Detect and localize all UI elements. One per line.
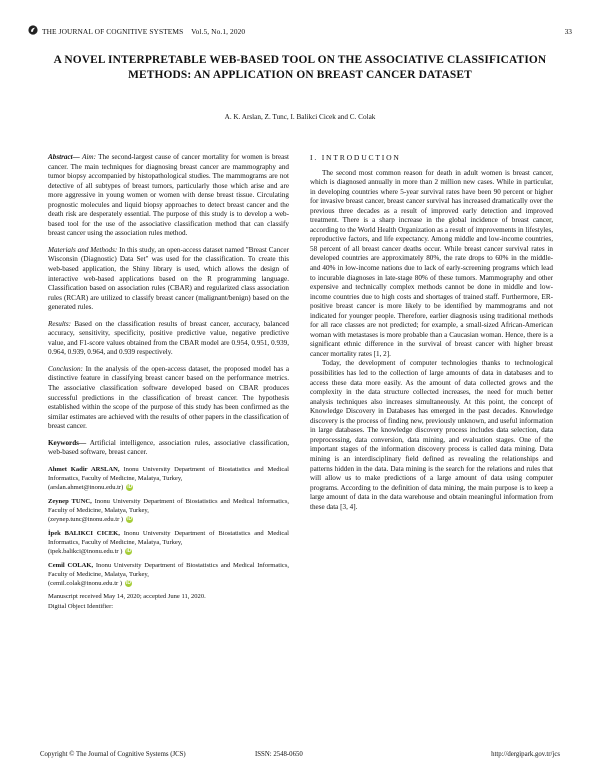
abstract-aim: Abstract— Aim: The second-largest cause of cancer mortality for women is breast cancer. The main techniques for diagnosing breast cancer are mammography and tumor biopsy accompanied by histopathological studies. The mammograms are not detective of all subtypes of breast tumors, particularly those which arise and are more aggressive in young women or women with dense breast tissue. Circulating prognostic molecules and liquid biopsy approaches to detect breast cancer and the death risk are desperately essential. The purpose of this study is to develop a web-based tool for the use of the associative classification method that can classify breast cancer using the association rules method. xyxy=(48,153,290,238)
affiliation-1: Ahmet Kadir ARSLAN, Inonu University Department of Biostatistics and Medical Informatics, Faculty of Medicine, Malatya, Turkey, (arslan.ahmet@inonu.edu.tr) iD xyxy=(48,465,289,492)
manuscript-received: Manuscript received May 14, 2020; accepted June 11, 2020. xyxy=(48,593,206,601)
affiliation-2: Zeynep TUNC, Inonu University Department of Biostatistics and Medical Informatics, Faculty of Medicine, Malatya, Turkey, (zeynep.tunc@inonu.edu.tr ) iD xyxy=(48,497,289,524)
affiliation-3: İpek BALIKCI CICEK, Inonu University Department of Biostatistics and Medical Informatics, Faculty of Medicine, Malatya, Turkey, (ipek.balikci@inonu.edu.tr ) iD xyxy=(48,529,289,556)
journal-name: THE JOURNAL OF COGNITIVE SYSTEMS Vol.5, No.1, 2020 xyxy=(42,27,246,36)
orcid-icon[interactable]: iD xyxy=(127,484,133,491)
page-header xyxy=(28,26,572,40)
right-column xyxy=(310,153,553,512)
footer-issn: ISSN: 2548-0650 xyxy=(255,751,303,758)
footer-url[interactable]: http://dergipark.gov.tr/jcs xyxy=(491,751,560,758)
journal-logo-icon xyxy=(28,25,38,35)
keywords: Keywords— Artificial intelligence, association rules, associative classification, web-based software, breast cancer. xyxy=(48,438,289,457)
author-list: A. K. Arslan, Z. Tunc, I. Balikci Cicek and C. Colak xyxy=(224,113,376,121)
orcid-icon[interactable]: iD xyxy=(127,516,133,523)
left-column xyxy=(48,153,289,611)
intro-paragraph-1: The second most common reason for death in adult women is breast cancer, which is diagnosed annually in more than 2 million new cases. While in particular, in developing countries where 5-year survival rates have been 90 percent or higher for invasive breast cancer, breast cancer survival has increased dramatically over the previous three decades as a result of improved early detection and improved treatment. There is a sharp increase in the global incidence of breast cancer, according to the World Health Organization as a result of improvements in lifestyles, reproductive factors, and life expectancy. Among middle and low-income countries, 58 percent of all breast cancer deaths occur. While breast cancer survival rates in developed countries are approximately 80%, the rate drops to 60% in the middle- and 40% in low-income nations due to lack of early-screening programs which lead to incurable diagnoses in late-stage 80% of these tumors. Mammography and other expensive and technically complex methods cannot be done in middle and low-income countries due to high costs and shortages of trained staff. Furthermore, ER-positive breast cancer is more likely to be identified by mammograms and not indicated for younger people. Therefore, earlier diagnosis using traditional methods for all race classes are not predicted; for example, a small-sized African-American woman with metastases is more probable than a Caucasian woman. Hence, there is a significant ethnic difference in the survival of breast cancer with higher breast cancer mortality rates [1, 2]. xyxy=(310,168,553,358)
page-number: 33 xyxy=(564,27,572,36)
page-footer xyxy=(40,751,560,763)
doi-label: Digital Object Identifier: xyxy=(48,602,114,610)
orcid-icon[interactable]: iD xyxy=(126,548,132,555)
affiliation-4: Cemil COLAK, Inonu University Department of Biostatistics and Medical Informatics, Faculty of Medicine, Malatya, Turkey, (cemil.colak@inonu.edu.tr ) iD xyxy=(48,561,290,588)
intro-paragraph-2: Today, the development of computer technologies thanks to technological possibilities has led to the collection of large amounts of data in databases and to access these data more easily. As the amount of data collected grows and the complexity in the data structure collected increases, the need for much better analysis techniques also increases simultaneously. At this point, the concept of Knowledge Discovery in Databases has emerged in the past decades. Knowledge discovery is the process of finding new, previously unknown, and useful information in large databases. The knowledge discovery process includes data selection, data preprocessing, data conversion, data mining, and evaluation stages. One of the important stages of the information discovery process is called data mining. Data mining is an interdisciplinary field defined as revealing the relationships and patterns hidden in the data. Data mining is the search for the relations and rules that will allow us to make predictions of a large amount of data using computer programs. According to the definition of data mining, the main purpose is to keep a large amount of data in the data warehouse and obtain meaningful information from these data [3, 4]. xyxy=(310,359,553,511)
orcid-icon[interactable]: iD xyxy=(126,580,132,587)
footer-copyright: Copyright © The Journal of Cognitive Systems (JCS) xyxy=(40,751,186,758)
abstract-conclusion: Conclusion: In the analysis of the open-access dataset, the proposed model has a distinctive feature in classifying breast cancer based on the performance metrics. The associative classification software developed based on CBAR produces successful predictions in the classification of breast cancer. The hypothesis established within the scope of the purpose of this study has been confirmed as the similar estimates are achieved with the results of other papers in the classification of breast cancer. xyxy=(48,364,289,431)
section-heading-introduction: I. INTRODUCTION xyxy=(310,153,401,162)
abstract-results: Results: Based on the classification results of breast cancer, accuracy, balanced accuracy, sensitivity, specificity, positive predictive value, negative predictive value, and F1-score values obtained from the CBAR model are 0.954, 0.951, 0.939, 0.964, 0.939, 0.964, and 0.939 respectively. xyxy=(48,319,289,357)
paper-title: A NOVEL INTERPRETABLE WEB-BASED TOOL ON THE ASSOCIATIVE CLASSIFICATION METHODS: AN APPLICATION ON BREAST CANCER DATASET xyxy=(53,54,547,81)
abstract-methods: Materials and Methods: In this study, an open-access dataset named "Breast Cancer Wisconsin (Diagnostic) Data Set" was used for the classification. To create this web-based application, the Shiny library is used, which allows the design of interactive web-based applications based on the R programming language. Classification based on association rules (CBAR) and regularized class association rules (RCAR) are utilized to classify breast cancer (malignant/benign) based on the generated rules. xyxy=(48,245,289,312)
